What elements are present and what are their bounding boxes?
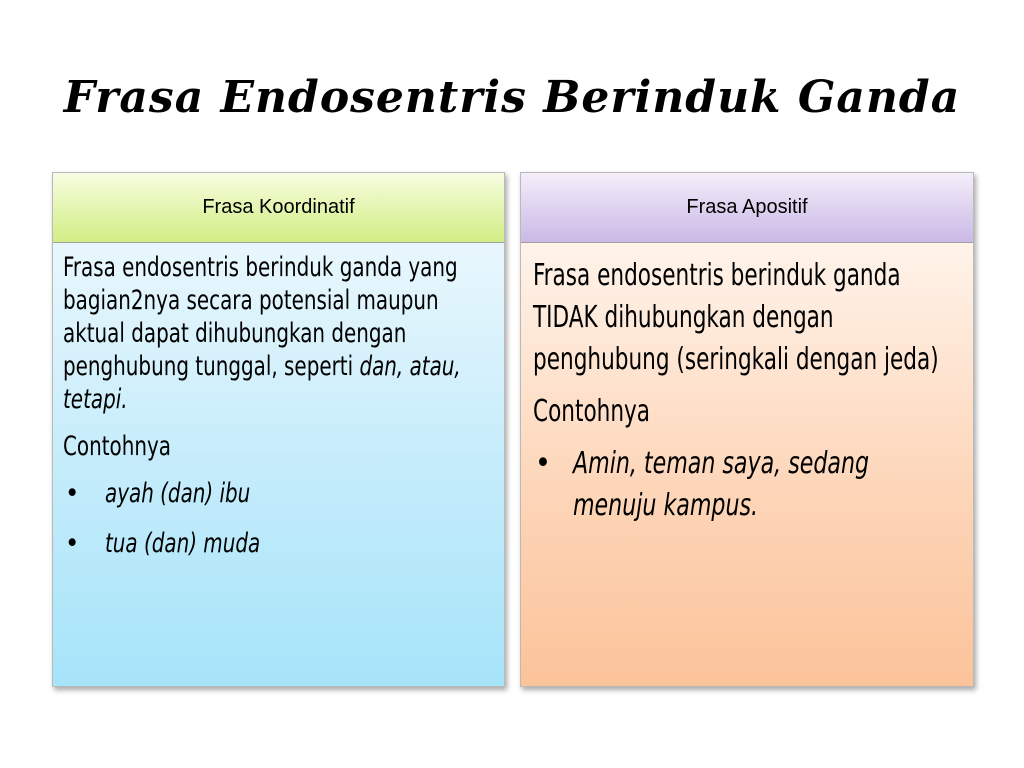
example-text: ayah (dan) ibu xyxy=(105,478,251,509)
list-item xyxy=(533,443,963,527)
column-header-apositif: Frasa Apositif xyxy=(521,173,973,243)
column-apositif xyxy=(520,172,974,687)
column-body-apositif xyxy=(521,243,973,686)
example-label-apositif: Contohnya xyxy=(533,394,651,429)
bullet-icon: • xyxy=(65,528,80,559)
column-header-koordinatif: Frasa Koordinatif xyxy=(53,173,504,243)
definition-apositif: Frasa endosentris berinduk ganda TIDAK dihubungkan dengan penghubung (seringkali dengan jeda) xyxy=(533,258,939,377)
example-list-apositif xyxy=(533,443,963,527)
example-label-koordinatif: Contohnya xyxy=(63,431,171,462)
column-body-koordinatif xyxy=(53,243,504,686)
slide-title: Frasa Endosentris Berinduk Ganda xyxy=(63,72,961,123)
definition-italic: dan, atau, tetapi. xyxy=(63,351,461,415)
example-text: tua (dan) muda xyxy=(105,528,261,559)
list-item xyxy=(63,477,494,527)
list-item xyxy=(63,527,494,577)
definition-koordinatif xyxy=(63,251,494,416)
bullet-icon: • xyxy=(65,478,80,509)
example-text: Amin, teman saya, sedang menuju kampus. xyxy=(573,446,870,523)
bullet-icon: • xyxy=(535,446,551,481)
example-list-koordinatif xyxy=(63,477,494,577)
definition-text: Frasa endosentris berinduk ganda yang bagian2nya secara potensial maupun aktual dapat dihubungkan dengan penghubung tunggal, seperti xyxy=(63,252,458,382)
column-koordinatif xyxy=(52,172,505,687)
